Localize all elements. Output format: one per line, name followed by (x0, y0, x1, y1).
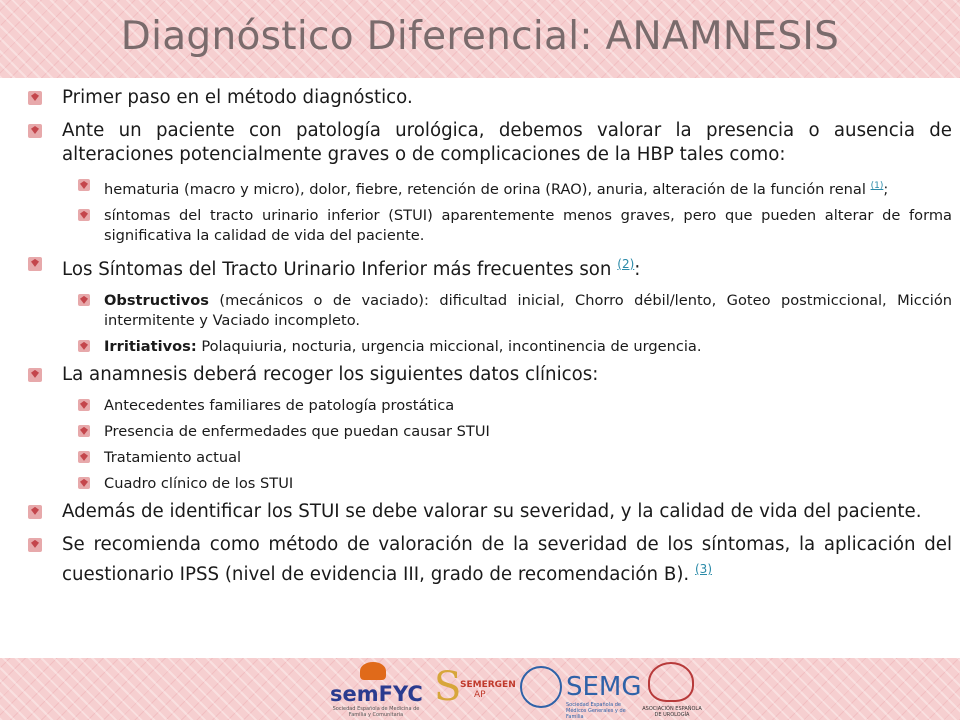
aeu-logo: ASOCIACIÓN ESPAÑOLA DE UROLOGÍA (640, 662, 704, 716)
semg-logo: SEMG Sociedad Española de Médicos Generales y de Familia (520, 662, 632, 716)
bullet-icon (78, 294, 90, 306)
bullet-item: Los Síntomas del Tracto Urinario Inferior más frecuentes son $^{(2)}$: (28, 252, 952, 282)
bullet-icon (78, 209, 90, 221)
bullet-icon (78, 477, 90, 489)
sub-bullet-item: hematuria (macro y micro), dolor, fiebre, retención de orina (RAO), anuria, alteración de la función renal $^{(1)}$; (28, 176, 952, 200)
bullet-item: Además de identificar los STUI se debe valorar su severidad, y la calidad de vida del paciente. (28, 500, 952, 524)
semergen-logo: S SEMERGEN AP (434, 664, 516, 710)
bullet-icon (78, 340, 90, 352)
semfyc-logo: semFYC Sociedad Española de Medicina de Familia y Comunitaria (330, 662, 422, 716)
bullet-icon (28, 368, 42, 382)
bullet-item: Se recomienda como método de valoración de la severidad de los síntomas, la aplicación del cuestionario IPSS (nivel de evidencia III, grado de recomendación B). $^{(3)}$ (28, 533, 952, 587)
bullet-icon (78, 179, 90, 191)
sub-bullet-item: síntomas del tracto urinario inferior (STUI) aparentemente menos graves, pero que pueden alterar de forma significativa la calidad de vida del paciente. (28, 206, 952, 246)
slide-body (28, 86, 952, 596)
bullet-icon (78, 399, 90, 411)
bullet-icon (28, 257, 42, 271)
bullet-icon (78, 451, 90, 463)
semergen-mark-icon: S (434, 664, 462, 710)
reference-link[interactable]: (2) (617, 256, 635, 271)
vitruvian-icon (520, 666, 562, 708)
urology-tree-icon (648, 662, 694, 702)
reference-link[interactable]: (1) (870, 181, 884, 191)
sub-bullet-item: Cuadro clínico de los STUI (28, 474, 952, 494)
bullet-item: Primer paso en el método diagnóstico. (28, 86, 952, 110)
reference-link[interactable]: (3) (695, 561, 712, 576)
sub-bullet-item: Antecedentes familiares de patología prostática (28, 396, 952, 416)
bullet-icon (28, 505, 42, 519)
sub-bullet-item: Tratamiento actual (28, 448, 952, 468)
bullet-item: La anamnesis deberá recoger los siguientes datos clínicos: (28, 363, 952, 387)
slide-title: Diagnóstico Diferencial: ANAMNESIS (120, 14, 840, 59)
bullet-item: Ante un paciente con patología urológica, debemos valorar la presencia o ausencia de alteraciones potencialmente graves o de complicaciones de la HBP tales como: (28, 119, 952, 167)
bullet-icon (28, 538, 42, 552)
sub-bullet-item: Irritiativos: Polaquiuria, nocturia, urgencia miccional, incontinencia de urgencia. (28, 337, 952, 357)
sub-bullet-item: Presencia de enfermedades que puedan causar STUI (28, 422, 952, 442)
sub-bullet-item: Obstructivos (mecánicos o de vaciado): dificultad inicial, Chorro débil/lento, Goteo postmiccional, Micción intermitente y Vaciado incompleto. (28, 291, 952, 331)
semfyc-mark-icon (360, 662, 386, 680)
bullet-icon (78, 425, 90, 437)
bullet-icon (28, 91, 42, 105)
bullet-icon (28, 124, 42, 138)
